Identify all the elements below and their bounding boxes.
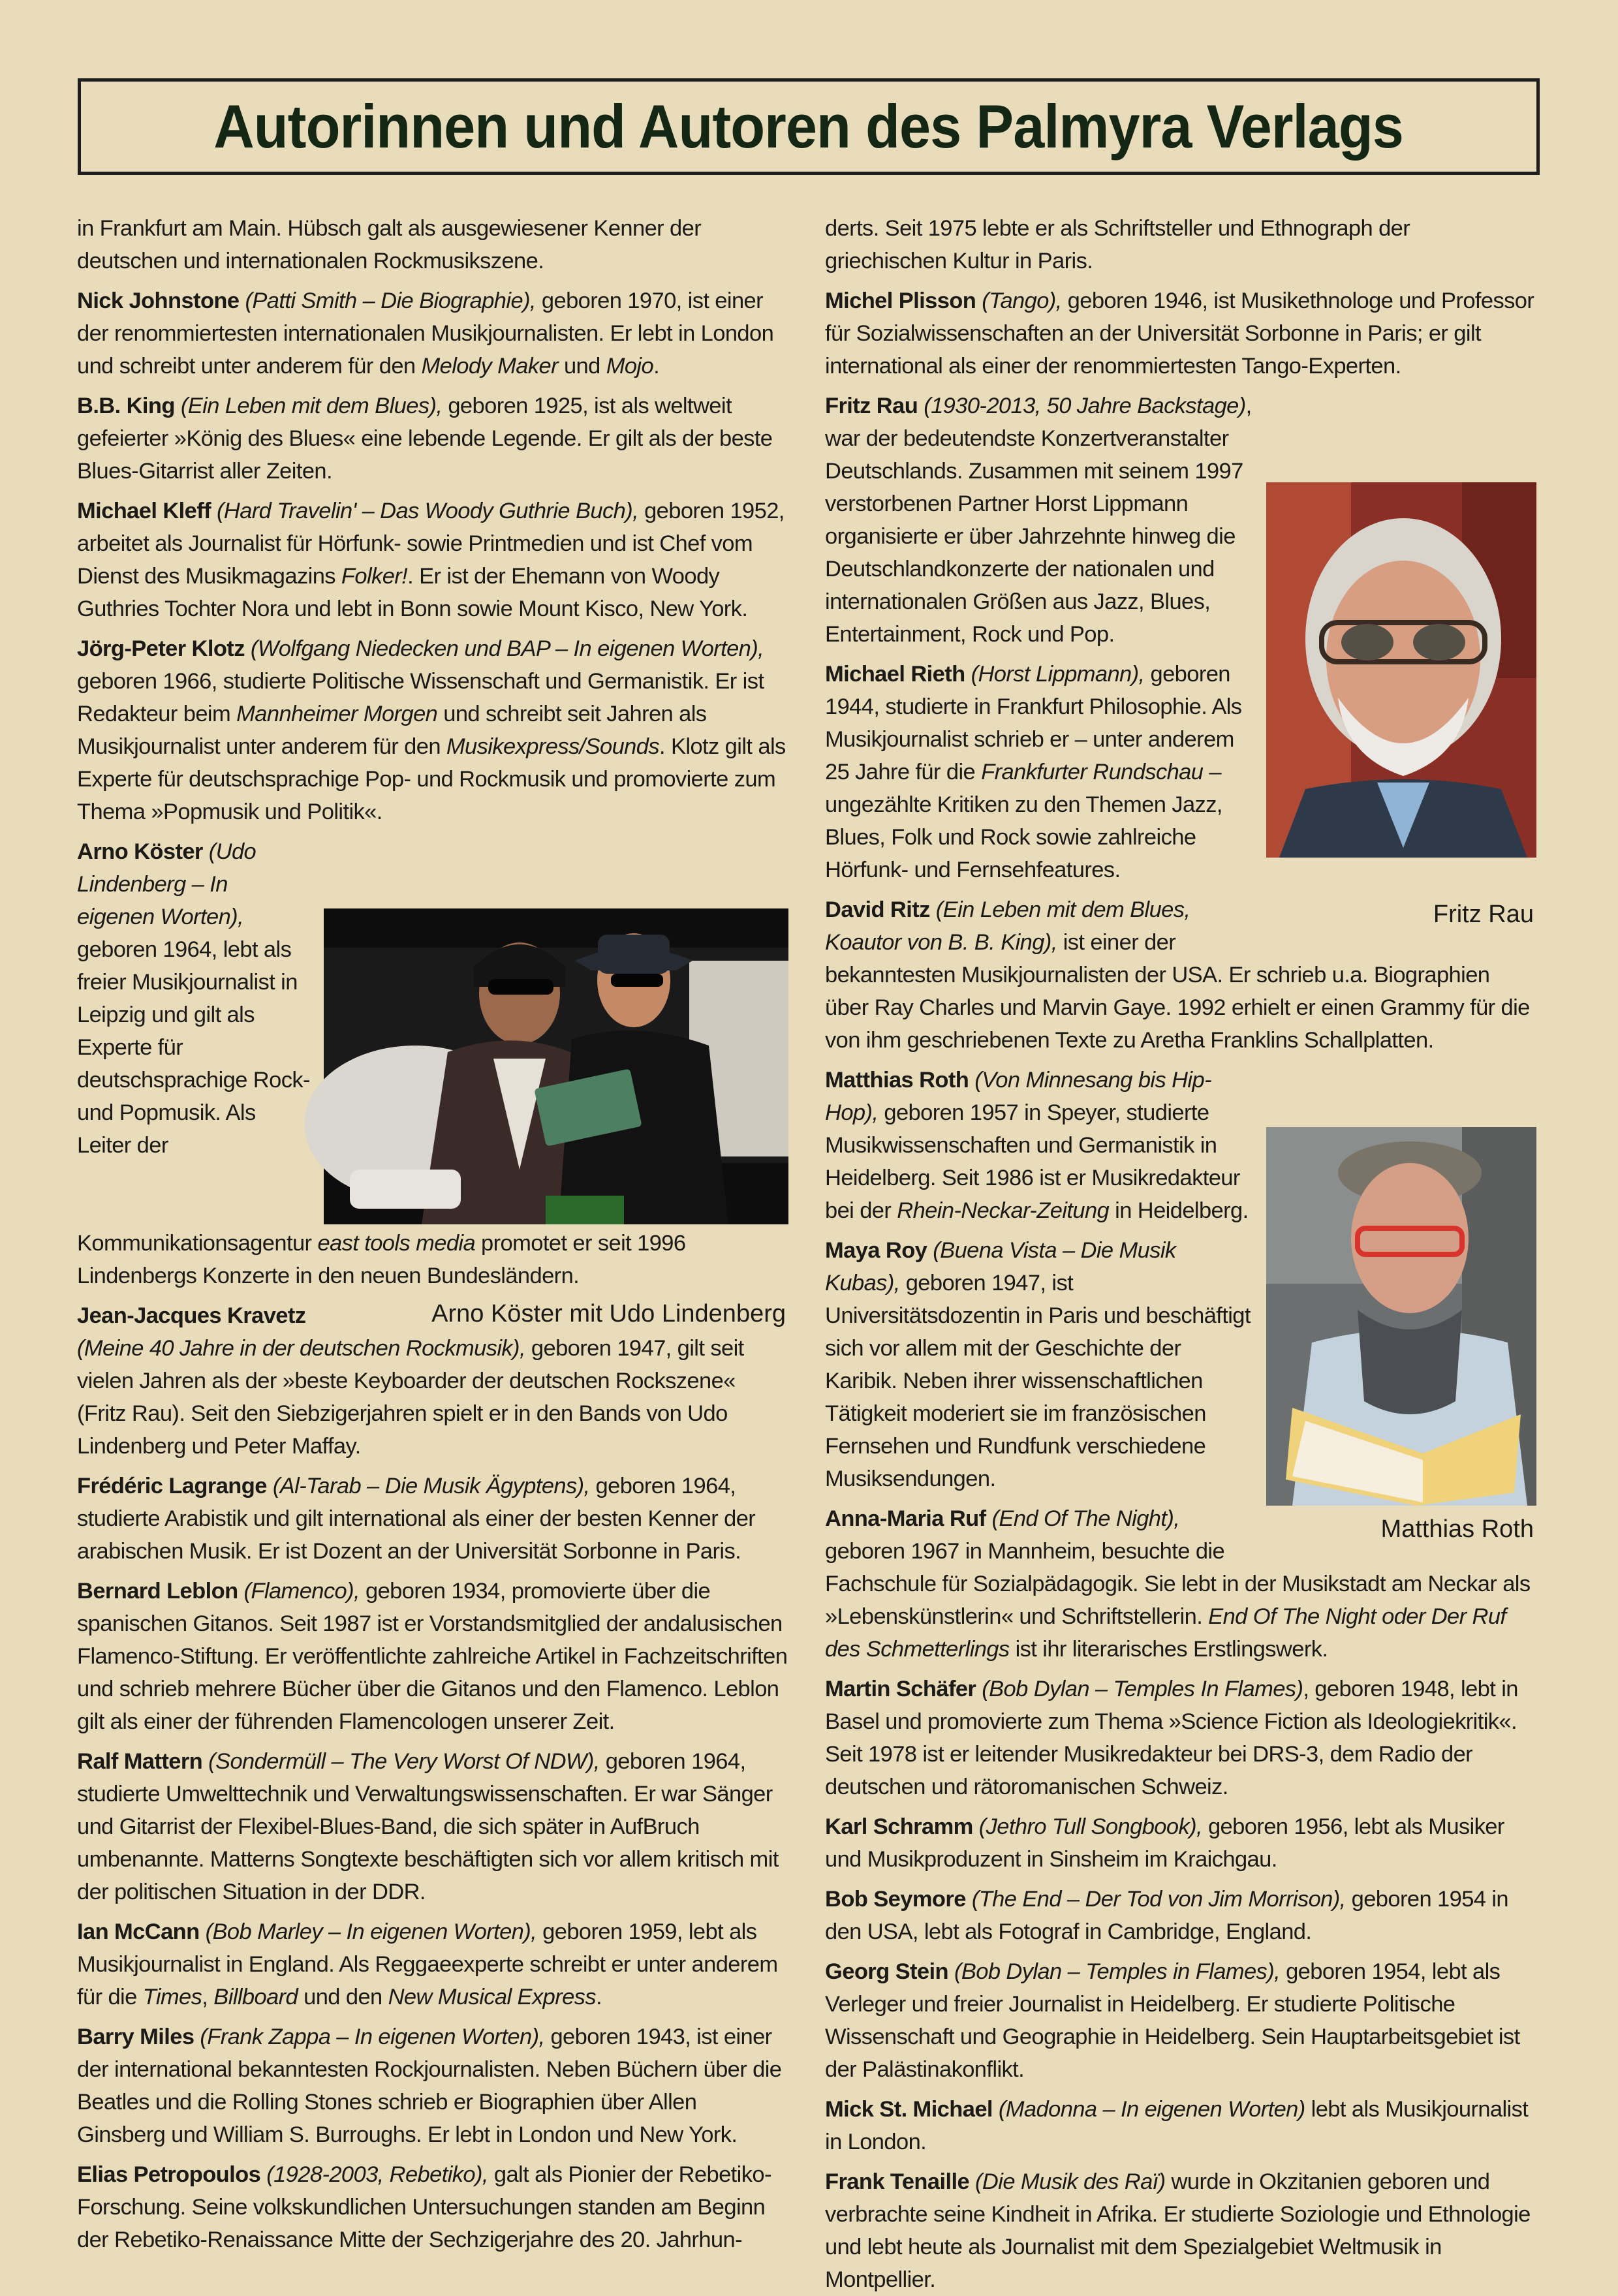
author-entry-ruf: Anna-Maria Ruf (End Of The Night), geboren 1967 in Mannheim, besuchte die Fachschule für Sozialpädagogik. Sie lebt in der Musikstadt am Neckar als »Lebenskünstlerin« und Schriftstellerin. End Of The Night oder Der Ruf des Schmetterlings ist ihr literarisches Erstlingswerk. xyxy=(825,1506,1531,1662)
author-entry-mccann: Ian McCann (Bob Marley – In eigenen Worten), geboren 1959, lebt als Musikjournalist in England. Als Reggaeexperte schreibt er unter anderem für die Times, Billboard und den New Musical Express. xyxy=(77,1919,778,2009)
author-name: Bob Seymore xyxy=(825,1887,966,1912)
photo-matthias-roth xyxy=(1266,1127,1536,1506)
book-title: (Madonna – In eigenen Worten) xyxy=(998,2097,1305,2122)
right-column xyxy=(825,212,1536,2292)
author-name: Ian McCann xyxy=(77,1919,200,1944)
author-name: Karl Schramm xyxy=(825,1814,973,1839)
author-name: Jean-Jacques Kravetz xyxy=(77,1303,306,1328)
author-entry-leblon: Bernard Leblon (Flamenco), geboren 1934, promovierte über die spanischen Gitanos. Seit 1987 ist er Vorstandsmitglied der andalusischen Flamenco-Stiftung. Er veröffentlichte zahlreiche Artikel in Fachzeitschriften und schrieb mehrere Bücher über die Gitanos und den Flamenco. Leblon gilt als einer der führenden Flamencologen unserer Zeit. xyxy=(77,1579,788,1734)
book-title: (Bob Marley – In eigenen Worten), xyxy=(205,1919,537,1944)
author-name: B.B. King xyxy=(77,394,175,418)
author-name: Fritz Rau xyxy=(825,394,918,418)
book-title: (Patti Smith – Die Biographie), xyxy=(245,288,536,313)
author-entry-johnstone: Nick Johnstone (Patti Smith – Die Biographie), geboren 1970, ist einer der renommiertesten internationalen Musikjournalisten. Er lebt in London und schreibt unter anderem für den Melody Maker und Mojo. xyxy=(77,288,774,379)
author-entry-stein: Georg Stein (Bob Dylan – Temples in Flames), geboren 1954, lebt als Verleger und freier Journalist in Heidelberg. Er studierte Politische Wissenschaft und Geographie in Heidelberg. Sein Hauptarbeitsgebiet ist der Palästinakonflikt. xyxy=(825,1959,1520,2082)
photo-fritz-rau xyxy=(1266,482,1536,858)
author-name: Frédéric Lagrange xyxy=(77,1474,267,1498)
left-column xyxy=(77,212,788,2252)
book-title: (1928-2003, Rebetiko), xyxy=(266,2162,488,2187)
photo-rau-image xyxy=(1266,482,1536,858)
author-entry-st-michael: Mick St. Michael (Madonna – In eigenen Worten) lebt als Musikjournalist in London. xyxy=(825,2097,1529,2154)
author-entry-kravetz: Jean-Jacques Kravetz (Meine 40 Jahre in der deutschen Rockmusik), geboren 1947, gilt seit vielen Jahren als der »beste Keyboarder der deutschen Rockszene« (Fritz Rau). Seit den Siebzigerjahren spielt er in den Bands von Udo Lindenberg und Peter Maffay. xyxy=(77,1303,744,1459)
author-name: Bernard Leblon xyxy=(77,1579,238,1604)
book-title: (The End – Der Tod von Jim Morrison), xyxy=(971,1887,1346,1912)
author-entry-kleff: Michael Kleff (Hard Travelin' – Das Woody Guthrie Buch), geboren 1952, arbeitet als Journalist für Hörfunk- sowie Printmedien und ist Chef vom Dienst des Musikmagazins Folker!. Er ist der Ehemann von Woody Guthries Tochter Nora und lebt in Bonn sowie Mount Kisco, New York. xyxy=(77,499,785,621)
author-name: Barry Miles xyxy=(77,2025,194,2049)
author-name: Anna-Maria Ruf xyxy=(825,1506,986,1531)
author-entry-plisson: Michel Plisson (Tango), geboren 1946, ist Musikethnologe und Professor für Sozialwissenschaften an der Universität Sorbonne in Paris; er gilt international als einer der renommiertesten Tango-Experten. xyxy=(825,288,1534,379)
author-name: Michael Kleff xyxy=(77,499,211,523)
page-title: Autorinnen und Autoren des Palmyra Verlags xyxy=(213,92,1404,161)
author-entry-miles: Barry Miles (Frank Zappa – In eigenen Worten), geboren 1943, ist einer der international bekanntesten Rockjournalisten. Neben Büchern über die Beatles und die Rolling Stones schrieb er Biographien über Allen Ginsberg und William S. Burroughs. Er lebt in London und New York. xyxy=(77,2025,782,2147)
author-name: Martin Schäfer xyxy=(825,1677,976,1701)
book-title: (Hard Travelin' – Das Woody Guthrie Buch), xyxy=(217,499,639,523)
author-name: Arno Köster xyxy=(77,839,203,864)
book-title: (Ein Leben mit dem Blues, Koautor von B. B. King), xyxy=(825,897,1190,955)
photo-roth-image xyxy=(1266,1127,1536,1506)
book-title: (Udo Lindenberg – In eigenen Worten), xyxy=(77,839,257,929)
book-title: (Bob Dylan – Temples In Flames) xyxy=(982,1677,1303,1701)
book-title: (Von Minnesang bis Hip-Hop), xyxy=(825,1068,1211,1125)
page-title-box xyxy=(78,78,1540,175)
book-title: (Tango), xyxy=(982,288,1062,313)
author-name: Elias Petropoulos xyxy=(77,2162,261,2187)
author-entry-lagrange: Frédéric Lagrange (Al-Tarab – Die Musik Ägyptens), geboren 1964, studierte Arabistik und gilt international als einer der besten Kenner der arabischen Musik. Er ist Dozent an der Universität Sorbonne in Paris. xyxy=(77,1474,756,1564)
author-name: Maya Roy xyxy=(825,1238,927,1263)
photo-rau-caption: Fritz Rau xyxy=(1433,901,1534,928)
author-name: Matthias Roth xyxy=(825,1068,969,1093)
author-entry-tenaille: Frank Tenaille (Die Musik des Raï) wurde in Okzitanien geboren und verbrachte seine Kindheit in Afrika. Er studierte Soziologie und Ethnologie und lebt heute als Journalist mit dem Spezialgebiet Weltmusik in Montpellier. xyxy=(825,2169,1531,2292)
author-entry-huebsch: in Frankfurt am Main. Hübsch galt als ausgewiesener Kenner der deutschen und internationalen Rockmusikszene. xyxy=(77,216,702,273)
photo-koester-image xyxy=(324,908,788,1224)
author-name: Mick St. Michael xyxy=(825,2097,993,2122)
book-title: (Al-Tarab – Die Musik Ägyptens), xyxy=(272,1474,590,1498)
author-name: Jörg-Peter Klotz xyxy=(77,636,245,661)
book-title: (Flamenco), xyxy=(243,1579,360,1604)
author-name: Nick Johnstone xyxy=(77,288,240,313)
author-entry-king: B.B. King (Ein Leben mit dem Blues), geboren 1925, ist als weltweit gefeierter »König des Blues« eine lebende Legende. Er gilt als der beste Blues-Gitarrist aller Zeiten. xyxy=(77,394,773,484)
photo-koester-lindenberg xyxy=(324,908,788,1224)
book-title: (Jethro Tull Songbook), xyxy=(978,1814,1202,1839)
author-name: David Ritz xyxy=(825,897,930,922)
author-name: Michel Plisson xyxy=(825,288,976,313)
author-entry-mattern: Ralf Mattern (Sondermüll – The Very Worst Of NDW), geboren 1964, studierte Umwelttechnik und Verwaltungswissenschaften. Er war Sänger und Gitarrist der Flexibel-Blues-Band, die sich später in AufBruch umbenannte. Matterns Songtexte beschäftigten sich vor allem kritisch mit der politischen Situation in der DDR. xyxy=(77,1749,779,1904)
author-entry-koester: Arno Köster (Udo Lindenberg – In eigenen Worten), geboren 1964, lebt als freier Musikjournalist in Leipzig und gilt als Experte für deutschsprachige Rock- und Popmusik. Als Leiter der Kommunikationsagentur east tools media promotet er seit 1996 Lindenbergs Konzerte in den neuen Bundesländern. xyxy=(77,839,686,1288)
author-name: Ralf Mattern xyxy=(77,1749,203,1774)
book-title: (Ein Leben mit dem Blues), xyxy=(180,394,443,418)
book-title: (Bob Dylan – Temples in Flames), xyxy=(954,1959,1281,1984)
author-entry-schramm: Karl Schramm (Jethro Tull Songbook), geboren 1956, lebt als Musiker und Musikproduzent in Sinsheim im Kraichgau. xyxy=(825,1814,1504,1872)
author-name: Frank Tenaille xyxy=(825,2169,970,2194)
author-entry-rau: Fritz Rau (1930-2013, 50 Jahre Backstage), war der bedeutendste Konzertveranstalter Deutschlands. Zusammen mit seinem 1997 verstorbenen Partner Horst Lippmann organisierte er über Jahrzehnte hinweg die Deutschlandkonzerte der nationalen und internationalen Größen aus Jazz, Blues, Entertainment, Rock und Pop. xyxy=(825,394,1252,647)
author-entry-roth: Matthias Roth (Von Minnesang bis Hip-Hop), geboren 1957 in Speyer, studierte Musikwissenschaften und Germanistik in Heidelberg. Seit 1986 ist er Musikredakteur bei der Rhein-Neckar-Zeitung in Heidelberg. xyxy=(825,1068,1249,1223)
author-entry-schaefer: Martin Schäfer (Bob Dylan – Temples In Flames), geboren 1948, lebt in Basel und promovierte zum Thema »Science Fiction als Ideologiekritik«. Seit 1978 ist er leitender Musikredakteur bei DRS-3, dem Radio der deutschen und rätoromanischen Schweiz. xyxy=(825,1677,1518,1799)
author-entry-rieth: Michael Rieth (Horst Lippmann), geboren 1944, studierte in Frankfurt Philosophie. Als Musikjournalist schrieb er – unter anderem 25 Jahre für die Frankfurter Rundschau – ungezählte Kritiken zu den Themen Jazz, Blues, Folk und Rock sowie zahlreiche Hörfunk- und Fernsehfeatures. xyxy=(825,662,1242,882)
author-entry-klotz: Jörg-Peter Klotz (Wolfgang Niedecken und BAP – In eigenen Worten), geboren 1966, studierte Politische Wissenschaft und Germanistik. Er ist Redakteur beim Mannheimer Morgen und schreibt seit Jahren als Musikjournalist unter anderem für den Musikexpress/Sounds. Klotz gilt als Experte für deutschsprachige Pop- und Rockmusik und promovierte zum Thema »Popmusik und Politik«. xyxy=(77,636,786,824)
author-entry-petropoulos-cont: derts. Seit 1975 lebte er als Schriftsteller und Ethnograph der griechischen Kultur in Paris. xyxy=(825,216,1410,273)
photo-koester-caption: Arno Köster mit Udo Lindenberg xyxy=(431,1300,786,1327)
author-entry-petropoulos: Elias Petropoulos (1928-2003, Rebetiko), galt als Pionier der Rebetiko-Forschung. Seine volkskundlichen Untersuchungen standen am Beginn der Rebetiko-Renaissance Mitte der Sechzigerjahre des 20. Jahrhun- xyxy=(77,2162,771,2252)
author-name: Georg Stein xyxy=(825,1959,948,1984)
book-title: (End Of The Night), xyxy=(991,1506,1180,1531)
book-title: (Wolfgang Niedecken und BAP – In eigenen Worten), xyxy=(250,636,764,661)
author-entry-roy: Maya Roy (Buena Vista – Die Musik Kubas), geboren 1947, ist Universitätsdozentin in Paris und beschäftigt sich vor allem mit der Geschichte der Karibik. Neben ihrer wissenschaftlichen Tätigkeit moderiert sie im französischen Fernsehen und Rundfunk verschiedene Musiksendungen. xyxy=(825,1238,1251,1491)
author-name: Michael Rieth xyxy=(825,662,965,687)
book-title: (Horst Lippmann), xyxy=(971,662,1145,687)
photo-roth-caption: Matthias Roth xyxy=(1380,1515,1534,1543)
book-title: (Die Musik des Raï) xyxy=(975,2169,1166,2194)
book-title: (Sondermüll – The Very Worst Of NDW), xyxy=(208,1749,600,1774)
book-title: (Buena Vista – Die Musik Kubas), xyxy=(825,1238,1176,1295)
author-entry-ritz: David Ritz (Ein Leben mit dem Blues, Koautor von B. B. King), ist einer der bekanntesten Musikjournalisten der USA. Er schrieb u.a. Biographien über Ray Charles und Marvin Gaye. 1992 erhielt er einen Grammy für die von ihm geschriebenen Texte zu Aretha Franklins Schallplatten. xyxy=(825,897,1530,1053)
book-title: (Meine 40 Jahre in der deutschen Rockmusik), xyxy=(77,1336,525,1361)
author-entry-seymore: Bob Seymore (The End – Der Tod von Jim Morrison), geboren 1954 in den USA, lebt als Fotograf in Cambridge, England. xyxy=(825,1887,1509,1944)
book-title: (Frank Zappa – In eigenen Worten), xyxy=(200,2025,545,2049)
book-title: (1930-2013, 50 Jahre Backstage) xyxy=(924,394,1246,418)
